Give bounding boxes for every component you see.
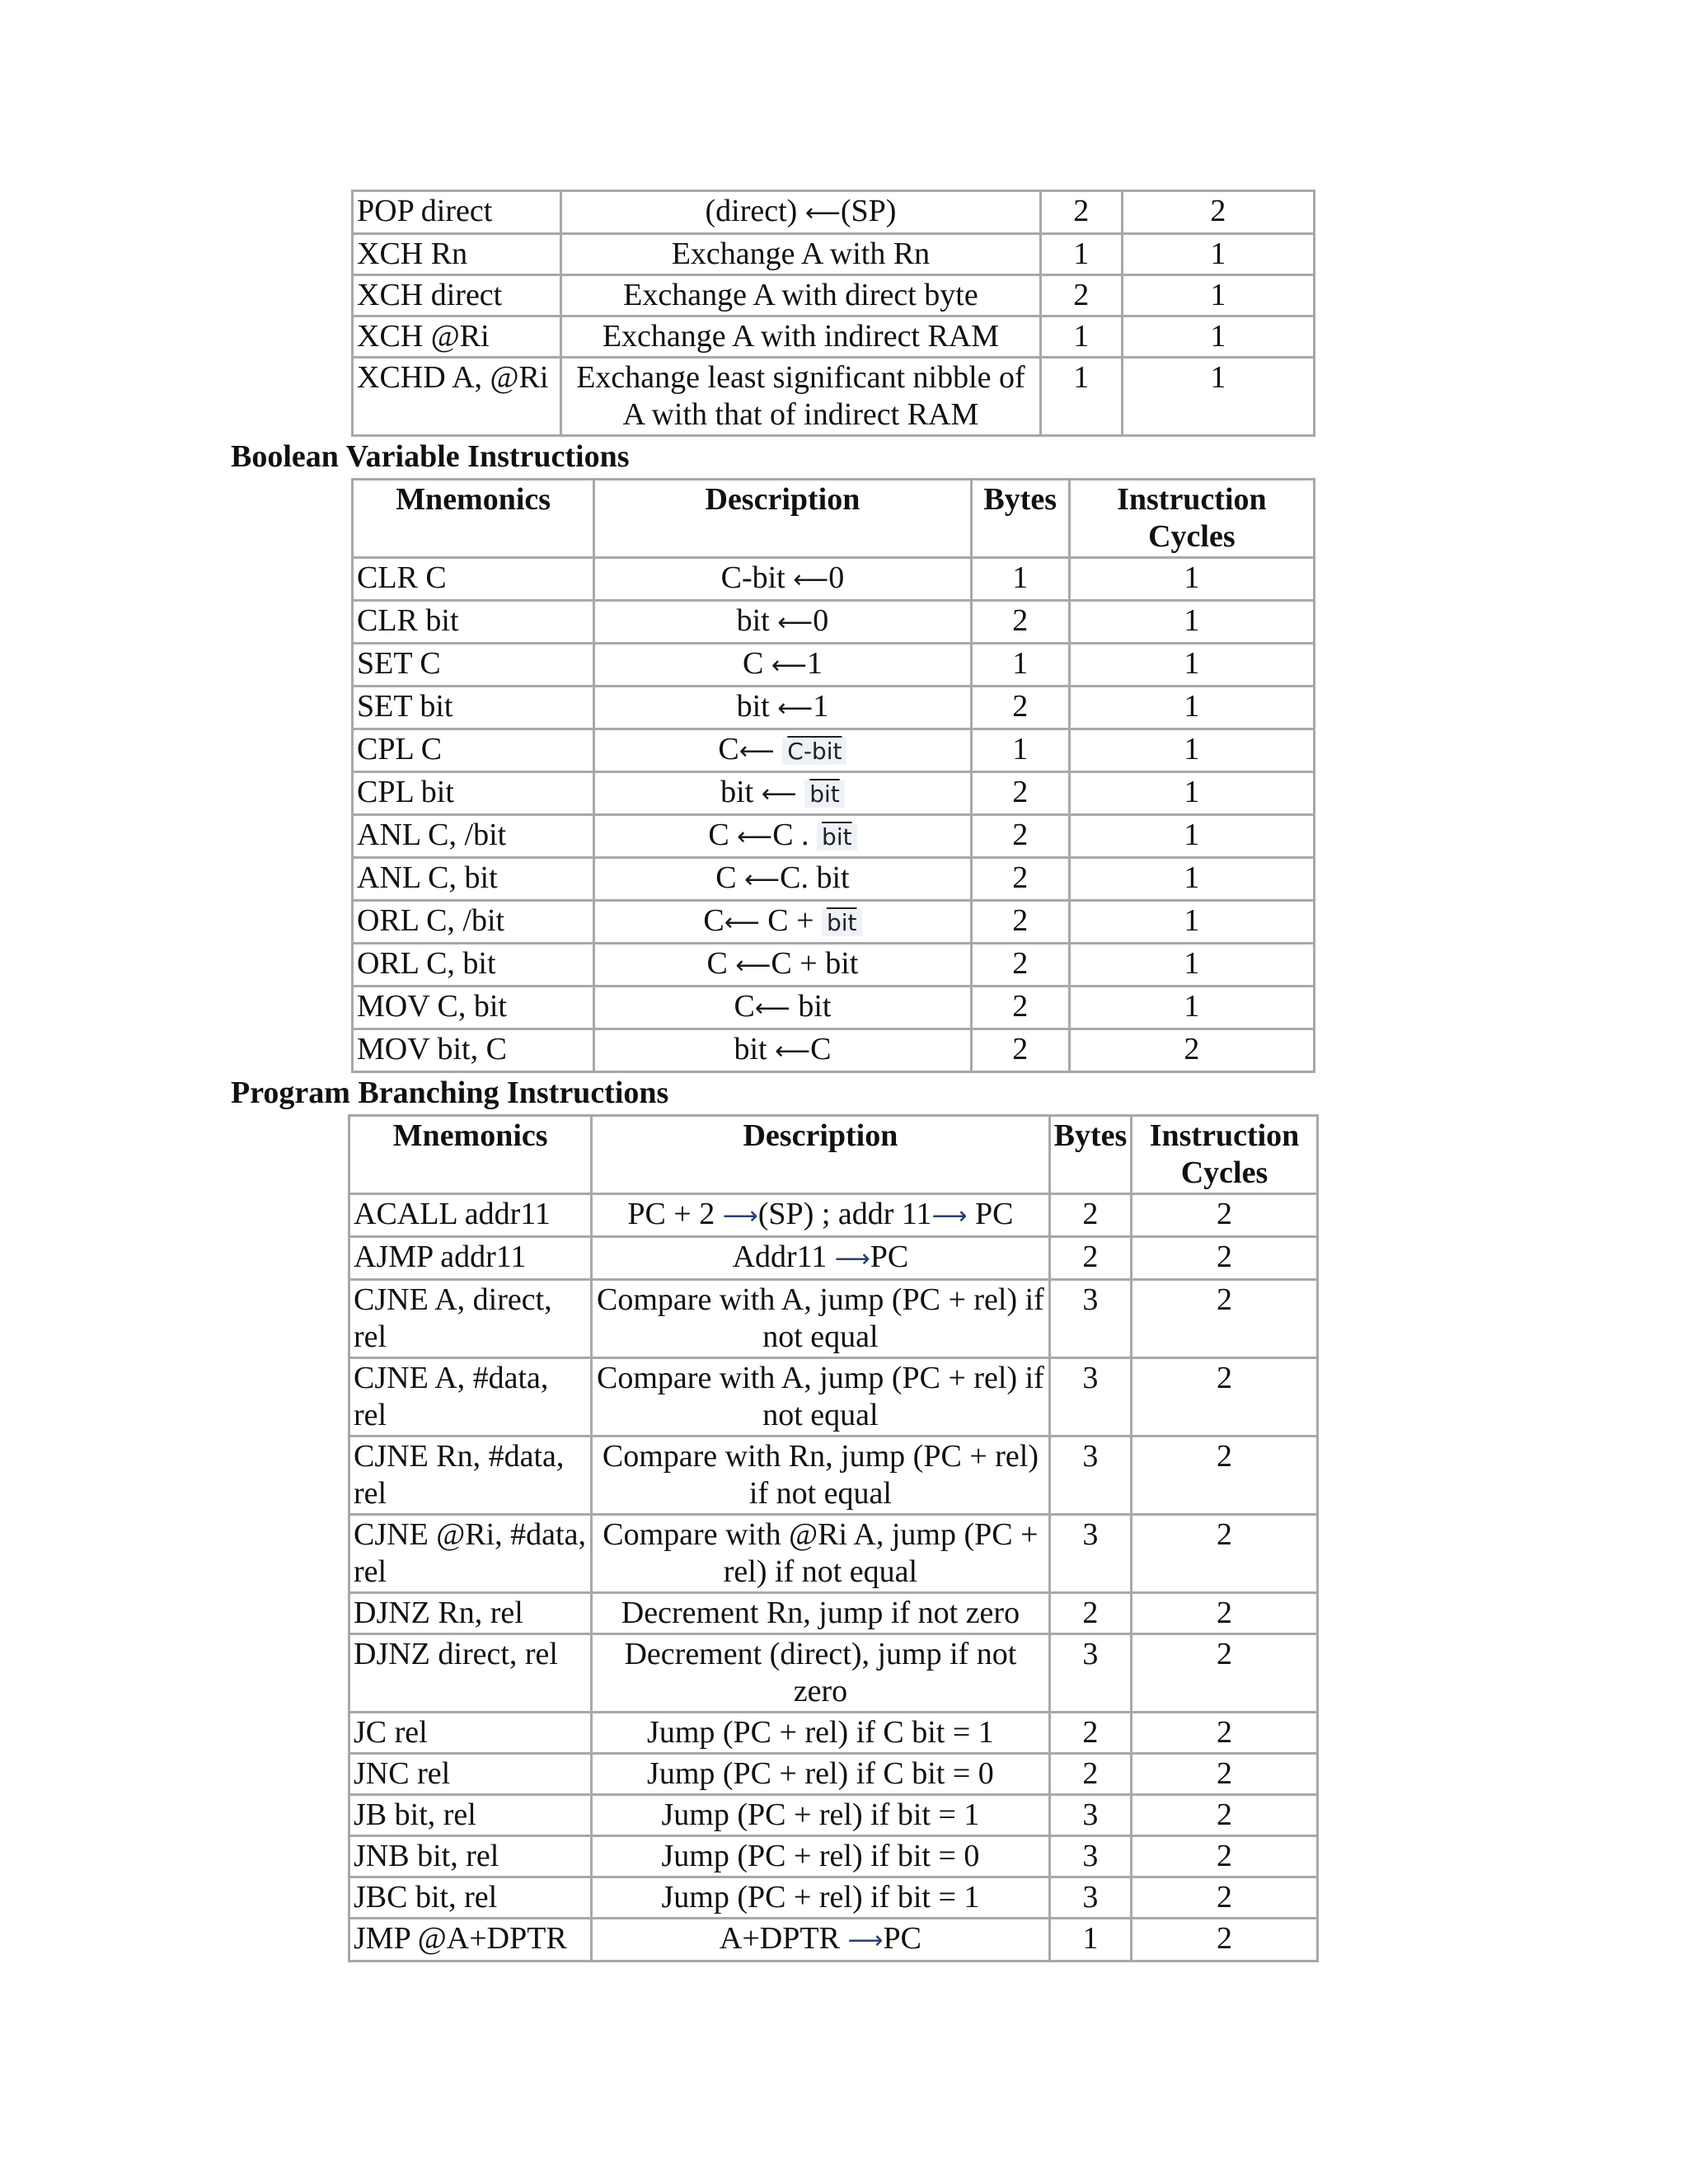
mnemonic-cell: XCH Rn [354, 235, 560, 274]
table-row [350, 1195, 1316, 1235]
bytes-cell: 1 [973, 644, 1068, 685]
cycles-header: Instruction Cycles [1132, 1117, 1316, 1193]
mnemonic-cell: CJNE A, #data, rel [350, 1359, 590, 1435]
table-row [350, 1281, 1316, 1357]
cycles-cell: 2 [1132, 1516, 1316, 1591]
desc-part: Addr11 [732, 1240, 835, 1274]
bytes-cell: 2 [973, 687, 1068, 728]
left-arrow-icon: ⟵ [754, 994, 790, 1023]
cycles-cell: 1 [1123, 276, 1313, 315]
branch-section-heading: Program Branching Instructions [231, 1076, 669, 1110]
mnemonics-header: Mnemonics [350, 1117, 590, 1193]
src-text: (SP) [840, 194, 897, 228]
desc-part: PC + 2 [627, 1197, 723, 1231]
desc-part: C + [759, 903, 822, 938]
desc-part: C [708, 818, 738, 852]
left-arrow-icon: ⟵ [777, 608, 814, 637]
bytes-cell: 2 [973, 859, 1068, 899]
cycles-cell: 1 [1123, 359, 1313, 434]
mnemonic-cell: XCH @Ri [354, 317, 560, 356]
table-row [354, 773, 1313, 813]
mnemonic-cell: AJMP addr11 [350, 1238, 590, 1278]
mnemonic-cell: CJNE @Ri, #data, rel [350, 1516, 590, 1591]
table-row [350, 1919, 1316, 1960]
mnemonics-header: Mnemonics [354, 480, 593, 556]
description-cell [562, 192, 1039, 232]
description-cell: Jump (PC + rel) if bit = 0 [593, 1837, 1048, 1876]
mnemonic-cell: CLR bit [354, 602, 593, 642]
cycles-cell: 2 [1132, 1437, 1316, 1513]
table-row [350, 1594, 1316, 1633]
bytes-cell: 2 [1042, 192, 1121, 232]
description-cell: Jump (PC + rel) if C bit = 0 [593, 1755, 1048, 1793]
mnemonic-cell: JBC bit, rel [350, 1878, 590, 1917]
mnemonic-cell: JNC rel [350, 1755, 590, 1793]
cycles-cell: 1 [1071, 730, 1313, 771]
description-cell [595, 559, 969, 599]
cycles-cell: 1 [1071, 987, 1313, 1028]
desc-part: C . [772, 818, 818, 852]
bytes-header: Bytes [1051, 1117, 1130, 1193]
right-arrow-icon: ⟶ [722, 1202, 758, 1230]
desc-part: 1 [813, 689, 829, 724]
description-cell [593, 1195, 1048, 1235]
table-row [350, 1796, 1316, 1835]
left-arrow-icon: ⟵ [724, 908, 760, 937]
cycles-cell: 2 [1132, 1195, 1316, 1235]
desc-part: 0 [813, 603, 829, 638]
description-cell: Jump (PC + rel) if bit = 1 [593, 1796, 1048, 1835]
right-arrow-icon: ⟶ [834, 1244, 870, 1273]
desc-part: C [706, 946, 736, 981]
desc-part: bit [720, 775, 762, 809]
left-arrow-icon: ⟵ [735, 951, 771, 980]
bytes-cell: 3 [1051, 1516, 1130, 1591]
table-row [354, 816, 1313, 856]
table-row [354, 944, 1313, 985]
mnemonic-cell: POP direct [354, 192, 560, 232]
desc-part: bit [736, 603, 778, 638]
table-row [350, 1837, 1316, 1876]
desc-part: C [703, 903, 724, 938]
cycles-cell: 2 [1132, 1713, 1316, 1752]
table-row [354, 559, 1313, 599]
cycles-cell: 2 [1132, 1796, 1316, 1835]
desc-part: 1 [806, 646, 823, 681]
mnemonic-cell: SET C [354, 644, 593, 685]
cycles-cell: 2 [1132, 1878, 1316, 1917]
description-cell [595, 987, 969, 1028]
desc-part: bit [734, 1032, 776, 1066]
cycles-cell: 1 [1071, 602, 1313, 642]
table-row [350, 1359, 1316, 1435]
mnemonic-cell: JNB bit, rel [350, 1837, 590, 1876]
left-arrow-icon: ⟵ [804, 199, 841, 227]
desc-part: PC [870, 1240, 909, 1274]
cycles-cell: 1 [1071, 859, 1313, 899]
data-transfer-table [351, 190, 1315, 437]
left-arrow-icon: ⟵ [738, 737, 775, 766]
table-row [350, 1635, 1316, 1711]
cycles-cell: 1 [1071, 773, 1313, 813]
desc-part: PC [883, 1921, 921, 1956]
description-cell: Jump (PC + rel) if bit = 1 [593, 1878, 1048, 1917]
description-cell [595, 602, 969, 642]
branching-instructions-table [348, 1114, 1319, 1962]
bytes-cell: 2 [973, 602, 1068, 642]
description-cell: Compare with Rn, jump (PC + rel) if not equal [593, 1437, 1048, 1513]
boolean-section-heading: Boolean Variable Instructions [231, 439, 630, 474]
bytes-cell: 2 [1051, 1238, 1130, 1278]
header-row [350, 1117, 1316, 1193]
left-arrow-icon: ⟵ [777, 694, 814, 723]
desc-part: bit [790, 989, 832, 1024]
bytes-header: Bytes [973, 480, 1068, 556]
bytes-cell: 1 [1042, 235, 1121, 274]
cycles-cell: 1 [1071, 644, 1313, 685]
mnemonic-cell: JB bit, rel [350, 1796, 590, 1835]
mnemonic-cell: DJNZ Rn, rel [350, 1594, 590, 1633]
description-cell: Decrement Rn, jump if not zero [593, 1594, 1048, 1633]
cycles-cell: 1 [1123, 235, 1313, 274]
mnemonic-cell: ORL C, /bit [354, 902, 593, 942]
mnemonic-cell: JMP @A+DPTR [350, 1919, 590, 1960]
table-row [350, 1516, 1316, 1591]
mnemonic-cell: CPL bit [354, 773, 593, 813]
cycles-cell: 2 [1132, 1238, 1316, 1278]
cycles-cell: 1 [1071, 944, 1313, 985]
cycles-cell: 2 [1132, 1635, 1316, 1711]
cycles-cell: 2 [1132, 1919, 1316, 1960]
cycles-cell: 2 [1132, 1594, 1316, 1633]
table-row [354, 859, 1313, 899]
desc-part: C-bit [720, 560, 794, 595]
mnemonic-cell: ANL C, /bit [354, 816, 593, 856]
table-row [354, 644, 1313, 685]
description-cell [595, 1030, 969, 1071]
bytes-cell: 2 [973, 816, 1068, 856]
table-row [350, 1437, 1316, 1513]
cycles-cell: 1 [1071, 687, 1313, 728]
table-row [354, 235, 1313, 274]
cycles-cell: 1 [1123, 317, 1313, 356]
mnemonic-cell: JC rel [350, 1713, 590, 1752]
bytes-cell: 2 [973, 902, 1068, 942]
description-cell [595, 644, 969, 685]
desc-part: C [810, 1032, 832, 1066]
description-cell: Compare with A, jump (PC + rel) if not equal [593, 1359, 1048, 1435]
complement-operand: $\overline{bit}$ [817, 823, 857, 851]
description-cell: Exchange A with Rn [562, 235, 1039, 274]
table-row [354, 192, 1313, 232]
description-cell [595, 730, 969, 771]
description-cell: Decrement (direct), jump if not zero [593, 1635, 1048, 1711]
header-row [354, 480, 1313, 556]
left-arrow-icon: ⟵ [771, 651, 807, 680]
right-arrow-icon: ⟶ [931, 1202, 968, 1230]
left-arrow-icon: ⟵ [744, 865, 781, 894]
bytes-cell: 2 [1051, 1755, 1130, 1793]
description-cell [595, 773, 969, 813]
cycles-cell: 1 [1071, 559, 1313, 599]
table-row [354, 987, 1313, 1028]
desc-part: PC [967, 1197, 1014, 1231]
complement-operand: $\overline{bit}$ [804, 780, 845, 808]
bytes-cell: 1 [973, 559, 1068, 599]
cycles-cell: 2 [1132, 1755, 1316, 1793]
description-cell [595, 687, 969, 728]
description-cell [595, 944, 969, 985]
bytes-cell: 2 [973, 1030, 1068, 1071]
bytes-cell: 3 [1051, 1437, 1130, 1513]
bytes-cell: 3 [1051, 1796, 1130, 1835]
left-arrow-icon: ⟵ [737, 823, 773, 851]
bytes-cell: 3 [1051, 1635, 1130, 1711]
mnemonic-cell: ORL C, bit [354, 944, 593, 985]
description-cell: Exchange A with direct byte [562, 276, 1039, 315]
right-arrow-icon: ⟶ [847, 1926, 884, 1955]
desc-part: C [715, 860, 745, 895]
complement-operand: $\overline{bit}$ [822, 909, 862, 936]
cycles-cell: 1 [1071, 816, 1313, 856]
table-row [350, 1755, 1316, 1793]
cycles-cell: 2 [1071, 1030, 1313, 1071]
description-cell: Jump (PC + rel) if C bit = 1 [593, 1713, 1048, 1752]
mnemonic-cell: CPL C [354, 730, 593, 771]
desc-part: C. bit [780, 860, 850, 895]
mnemonic-cell: SET bit [354, 687, 593, 728]
description-cell: Exchange least significant nibble of A with that of indirect RAM [562, 359, 1039, 434]
table-row [354, 317, 1313, 356]
desc-part [797, 775, 805, 809]
bytes-cell: 1 [1051, 1919, 1130, 1960]
desc-part: 0 [828, 560, 845, 595]
desc-part: (SP) ; addr 11 [757, 1197, 932, 1231]
description-cell [595, 859, 969, 899]
bytes-cell: 1 [1042, 359, 1121, 434]
mnemonic-cell: XCHD A, @Ri [354, 359, 560, 434]
bytes-cell: 2 [973, 944, 1068, 985]
description-header: Description [595, 480, 969, 556]
bytes-cell: 3 [1051, 1359, 1130, 1435]
description-cell [593, 1238, 1048, 1278]
bytes-cell: 3 [1051, 1281, 1130, 1357]
dest-text: (direct) [705, 194, 798, 228]
description-cell [595, 816, 969, 856]
description-cell [595, 902, 969, 942]
desc-part: A+DPTR [719, 1921, 848, 1956]
bytes-cell: 2 [1051, 1594, 1130, 1633]
bytes-cell: 1 [973, 730, 1068, 771]
table-row [354, 730, 1313, 771]
bytes-cell: 3 [1051, 1878, 1130, 1917]
left-arrow-icon: ⟵ [775, 1037, 811, 1066]
left-arrow-icon: ⟵ [761, 780, 797, 808]
mnemonic-cell: CJNE A, direct, rel [350, 1281, 590, 1357]
mnemonic-cell: ANL C, bit [354, 859, 593, 899]
desc-part: C [718, 732, 739, 766]
cycles-header: Instruction Cycles [1071, 480, 1313, 556]
mnemonic-cell: DJNZ direct, rel [350, 1635, 590, 1711]
desc-part [775, 732, 783, 766]
cycles-cell: 2 [1132, 1359, 1316, 1435]
bytes-cell: 1 [1042, 317, 1121, 356]
desc-part: C [734, 989, 755, 1024]
mnemonic-cell: MOV bit, C [354, 1030, 593, 1071]
desc-part: C + bit [771, 946, 859, 981]
description-header: Description [593, 1117, 1048, 1193]
table-row [350, 1713, 1316, 1752]
table-row [354, 276, 1313, 315]
table-row [350, 1878, 1316, 1917]
bytes-cell: 2 [1042, 276, 1121, 315]
cycles-cell: 1 [1071, 902, 1313, 942]
table-row [354, 902, 1313, 942]
complement-operand: C-bit [782, 738, 846, 765]
mnemonic-cell: XCH direct [354, 276, 560, 315]
table-row [354, 687, 1313, 728]
bytes-cell: 3 [1051, 1837, 1130, 1876]
mnemonic-cell: ACALL addr11 [350, 1195, 590, 1235]
table-row [354, 1030, 1313, 1071]
bytes-cell: 2 [1051, 1195, 1130, 1235]
table-row [350, 1238, 1316, 1278]
desc-part: bit [736, 689, 778, 724]
description-cell: Compare with A, jump (PC + rel) if not equal [593, 1281, 1048, 1357]
cycles-cell: 2 [1132, 1837, 1316, 1876]
bytes-cell: 2 [973, 987, 1068, 1028]
desc-part: C [743, 646, 771, 681]
description-cell [593, 1919, 1048, 1960]
boolean-instructions-table [351, 478, 1315, 1073]
left-arrow-icon: ⟵ [793, 565, 829, 594]
cycles-cell: 2 [1123, 192, 1313, 232]
cycles-cell: 2 [1132, 1281, 1316, 1357]
bytes-cell: 2 [1051, 1713, 1130, 1752]
mnemonic-cell: CJNE Rn, #data, rel [350, 1437, 590, 1513]
mnemonic-cell: MOV C, bit [354, 987, 593, 1028]
mnemonic-cell: CLR C [354, 559, 593, 599]
table-row [354, 602, 1313, 642]
bytes-cell: 2 [973, 773, 1068, 813]
description-cell: Compare with @Ri A, jump (PC + rel) if not equal [593, 1516, 1048, 1591]
table-row [354, 359, 1313, 434]
description-cell: Exchange A with indirect RAM [562, 317, 1039, 356]
